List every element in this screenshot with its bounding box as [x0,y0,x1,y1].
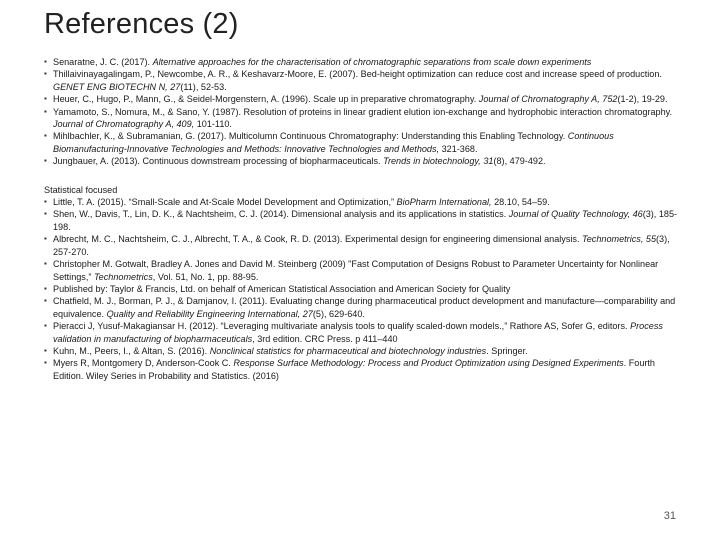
reference-post: . Springer. [486,345,528,356]
reference-post: . Fourth Edition. Wiley Series in Probability and Statistics. (2016) [53,358,655,381]
reference-it: Technometrics [93,271,153,282]
reference-it: Response Surface Methodology: Process and Product Optimization using Designed Experiments [233,358,624,369]
reference-item [44,208,684,233]
reference-item [44,233,684,258]
reference-item [44,258,684,283]
reference-group-general [44,56,684,168]
reference-pre: Senaratne, J. C. (2017). [53,57,153,67]
reference-pre: Pieracci J, Yusuf-Makagiansar H. (2012). “Leveraging multivariate analysis tools to qualify scaled-down models.,” Rathore AS, Sofer G, editors. [53,321,631,332]
reference-pre: Thillaivinayagalingam, P., Newcombe, A. R., & Keshavarz-Moore, E. (2007). Bed-height optimization can reduce cost and increase speed of production. [53,69,662,80]
reference-pre: Heuer, C., Hugo, P., Mann, G., & Seidel-Morgenstern, A. (1996). Scale up in preparative chromatography. [53,94,479,105]
reference-item [44,56,684,68]
reference-item [44,93,684,105]
reference-item [44,295,684,320]
reference-pre: Mihlbachler, K., & Subramanian, G. (2017). Multicolumn Continuous Chromatography: Understanding this Enabling Technology. [53,131,568,142]
reference-item [44,68,684,93]
reference-it: Process validation in manufacturing of biopharmaceuticals [53,321,663,344]
reference-post: (3), 185-198. [53,209,678,232]
reference-item [44,345,684,357]
reference-pre: Christopher M. Gotwalt, Bradley A. Jones and David M. Steinberg (2009) "Fast Computation of Designs Robust to Parameter Uncertainty for Nonlinear Settings,” [53,259,659,282]
reference-item [44,357,684,382]
reference-it: Continuous Biomanufacturing-Innovative Technologies and Methods: Innovative Technologies and Methods, [53,131,614,154]
reference-pre: Little, T. A. (2015). “Small-Scale and At-Scale Model Development and Optimization,” [53,197,397,208]
reference-it: Quality and Reliability Engineering International, 27 [106,308,313,319]
reference-item [44,196,684,208]
reference-pre: Jungbauer, A. (2013). Continuous downstream processing of biopharmaceuticals. [53,156,384,167]
reference-post: (8), 479-492. [493,156,546,167]
reference-post: 28.10, 54–59. [491,197,550,208]
reference-pre: Myers R, Montgomery D, Anderson-Cook C. [53,358,234,369]
reference-it: Trends in biotechnology, 31 [383,156,494,167]
slide-title: References (2) [44,8,239,40]
reference-item [44,283,684,295]
reference-it: GENET ENG BIOTECHN N, 27 [53,81,181,92]
reference-pre: Yamamoto, S., Nomura, M., & Sano, Y. (1987). Resolution of proteins in linear gradient elution ion-exchange and hydrophobic interaction chromatography. [53,106,673,117]
reference-it: Journal of Quality Technology, 46 [508,209,643,220]
reference-pre: Albrecht, M. C., Nachtsheim, C. J., Albrecht, T. A., & Cook, R. D. (2013). Experimental design for engineering dimensional analysis. [53,234,583,245]
reference-post: (1-2), 19-29. [617,94,668,105]
reference-post: , 3rd edition. CRC Press. p 411–440 [252,333,398,344]
reference-post: 101-110. [194,119,232,130]
reference-post: (5), 629-640. [312,308,365,319]
reference-post: , Vol. 51, No. 1, pp. 88-95. [152,271,259,282]
reference-item [44,320,684,345]
reference-item [44,130,684,155]
reference-it: Nonclinical statistics for pharmaceutical and biotechnology industries [209,345,487,356]
reference-pre: Kuhn, M., Peers, I., & Altan, S. (2016). [53,345,210,356]
reference-item [44,155,684,167]
section-heading-statistical: Statistical focused [44,184,118,195]
reference-it: Alternative approaches for the characterisation of chromatographic separations from scale down experiments [152,57,592,67]
reference-pre: Chatfield, M. J., Borman, P. J., & Damjanov, I. (2011). Evaluating change during pharmaceutical product development and manufacture—comparability and equivalence. [53,296,676,319]
reference-group-statistical [44,196,684,382]
reference-it: Journal of Chromatography A, 409, [53,119,195,130]
reference-it: Journal of Chromatography A, 752 [478,94,618,105]
reference-list [44,56,684,382]
reference-post: (3), 257-270. [53,234,670,257]
reference-pre: Published by: Taylor & Francis, Ltd. on behalf of American Statistical Association and American Society for Quality [53,283,511,294]
reference-it: Technometrics, 55 [582,234,656,245]
reference-post: 321-368. [439,143,478,154]
reference-it: BioPharm International, [396,197,492,208]
page-number: 31 [663,510,676,522]
reference-pre: Shen, W., Davis, T., Lin, D. K., & Nachtsheim, C. J. (2014). Dimensional analysis and its applications in statistics. [53,209,509,220]
reference-post: (11), 52-53. [180,81,227,92]
reference-item [44,106,684,131]
